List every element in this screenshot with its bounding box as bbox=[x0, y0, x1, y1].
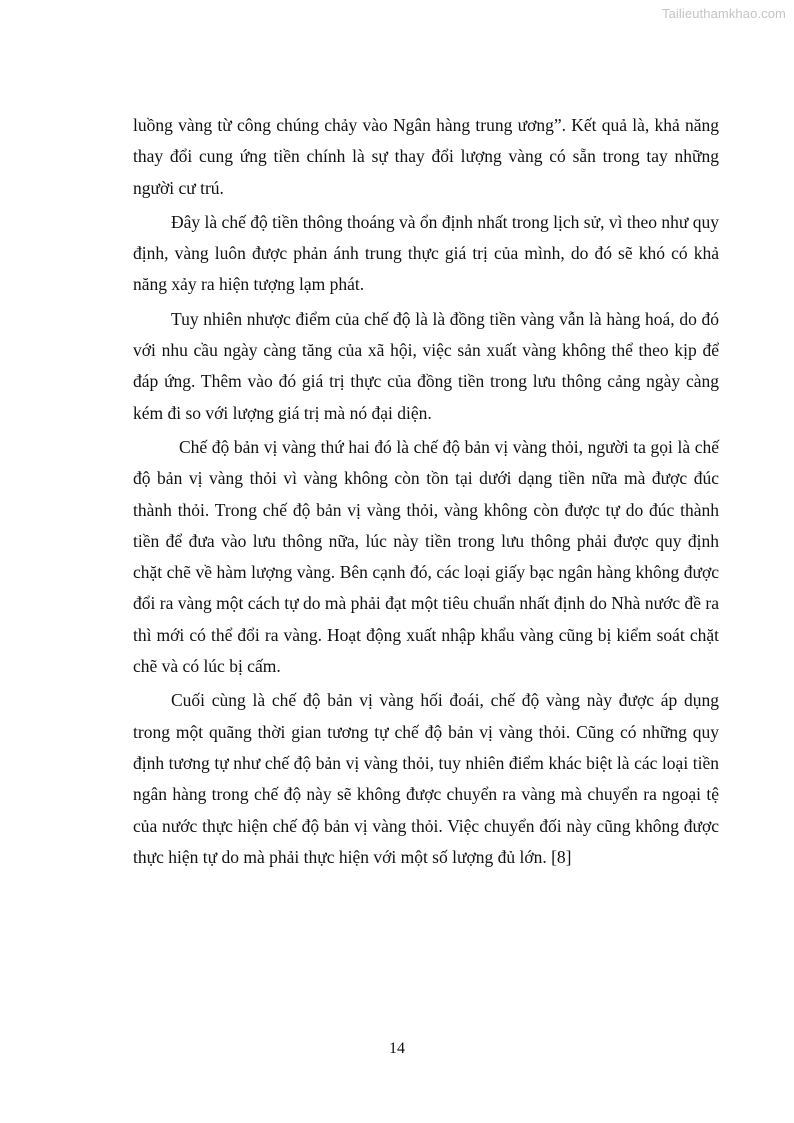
document-body bbox=[133, 110, 719, 876]
paragraph-gold-exchange-standard: Cuối cùng là chế độ bản vị vàng hối đoái, chế độ vàng này được áp dụng trong một quãng thời gian tương tự chế độ bản vị vàng thỏi. Cũng có những quy định tương tự như chế độ bản vị vàng thỏi, tuy nhiên điểm khác biệt là các loại tiền ngân hàng trong chế độ này sẽ không được chuyển ra vàng mà chuyển ra ngoại tệ của nước thực hiện chế độ bản vị vàng thỏi. Việc chuyển đối này cũng không được thực hiện tự do mà phải thực hiện với một số lượng đủ lớn. [8] bbox=[133, 690, 719, 867]
paragraph-stability: Đây là chế độ tiền thông thoáng và ổn định nhất trong lịch sử, vì theo như quy định, vàng luôn được phản ánh trung thực giá trị của mình, do đó sẽ khó có khả năng xảy ra hiện tượng lạm phát. bbox=[133, 211, 719, 295]
watermark-text: Tailieuthamkhao.com bbox=[661, 6, 786, 21]
paragraph-gold-bullion-standard: Chế độ bản vị vàng thứ hai đó là chế độ bản vị vàng thỏi, người ta gọi là chế độ bản vị vàng thỏi vì vàng không còn tồn tại dưới dạng tiền nữa mà được đúc thành thỏi. Trong chế độ bản vị vàng thỏi, vàng không còn được tự do đúc thành tiền để đưa vào lưu thông nữa, lúc này tiền trong lưu thông phải được quy định chặt chẽ về hàm lượng vàng. Bên cạnh đó, các loại giấy bạc ngân hàng không được đổi ra vàng một cách tự do mà phải đạt một tiêu chuẩn nhất định do Nhà nước đề ra thì mới có thể đổi ra vàng. Hoạt động xuất nhập khẩu vàng cũng bị kiểm soát chặt chẽ và có lúc bị cấm. bbox=[133, 436, 719, 677]
paragraph-disadvantage: Tuy nhiên nhược điểm của chế độ là là đồng tiền vàng vẫn là hàng hoá, do đó với nhu cầu ngày càng tăng của xã hội, việc sản xuất vàng không thể theo kịp để đáp ứng. Thêm vào đó giá trị thực của đồng tiền trong lưu thông cảng ngày càng kém đi so với lượng giá trị mà nó đại diện. bbox=[133, 308, 719, 423]
paragraph-continuation: luồng vàng từ công chúng chảy vào Ngân hàng trung ương”. Kết quả là, khả năng thay đổi cung ứng tiền chính là sự thay đổi lượng vàng có sẵn trong tay những người cư trú. bbox=[133, 115, 719, 198]
page-number: 14 bbox=[389, 1040, 405, 1057]
